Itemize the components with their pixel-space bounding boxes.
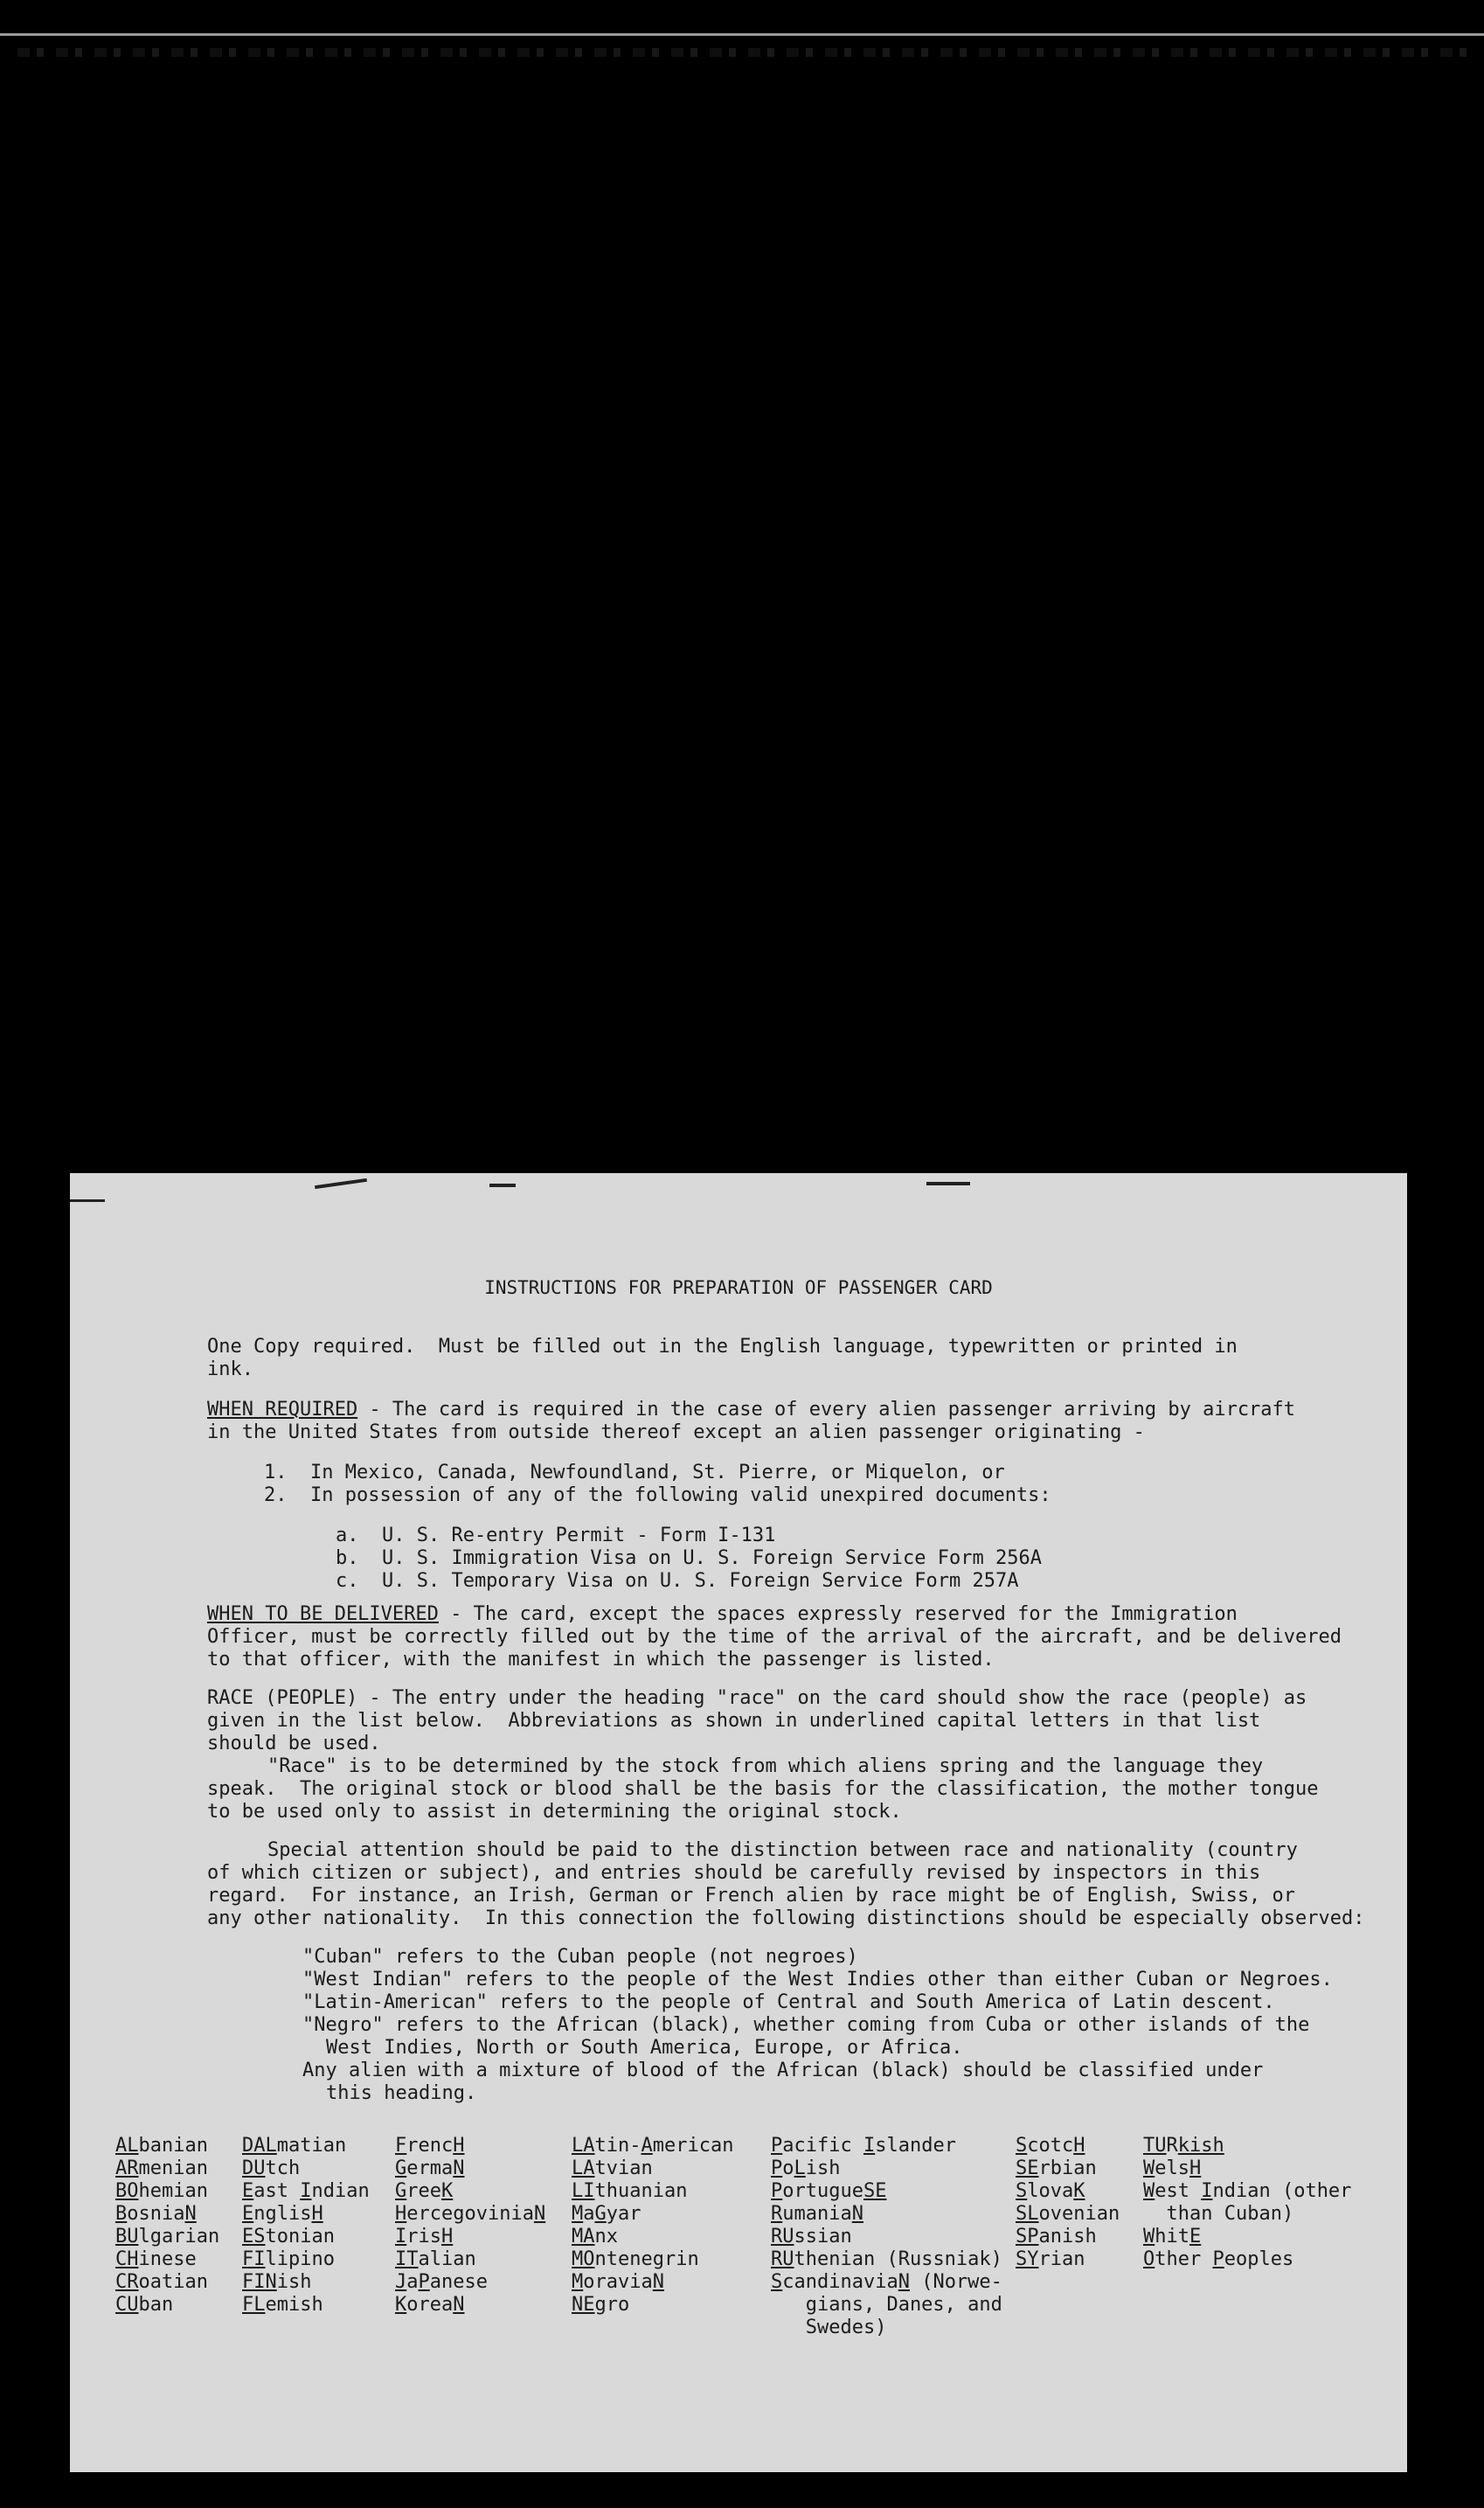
race-list-item: LAtin-American [572, 2135, 734, 2157]
race-list-item: CRoatian [115, 2271, 208, 2293]
race-list-item: RumaniaN [771, 2203, 863, 2225]
race-list-item: GreeK [395, 2180, 454, 2202]
race-list-item: JaPanese [395, 2271, 488, 2293]
delivered-line-3: to that officer, with the manifest in which the passenger is listed. [207, 1649, 995, 1671]
race-line-4: "Race" is to be determined by the stock from which aliens spring and the language they [267, 1755, 1264, 1777]
race-list-item: DALmatian [242, 2135, 347, 2157]
race-list-item: FIlipino [242, 2248, 335, 2270]
race-list-item: WelsH [1143, 2157, 1202, 2179]
race-list-item: CUban [115, 2294, 174, 2316]
ink-mark [489, 1184, 516, 1187]
definition-latin-american: "Latin-American" refers to the people of Central and South America of Latin descent. [302, 1991, 1275, 2013]
race-line-2: given in the list below. Abbreviations as shown in underlined capital letters in that list [207, 1710, 1261, 1732]
delivered-text: - The card, except the spaces expressly reserved for the Immigration [438, 1603, 1238, 1625]
definition-negro-cont: West Indies, North or South America, Europe, or Africa. [326, 2037, 963, 2059]
race-list-item: ScandinaviaN (Norwe- [771, 2271, 1002, 2293]
race-list-item: ARmenian [115, 2157, 208, 2179]
race-list-item: BUlgarian [115, 2226, 220, 2247]
race-line-1: RACE (PEOPLE) - The entry under the heading "race" on the card should show the race (people) as [207, 1687, 1307, 1709]
race-list-item: LIthuanian [572, 2180, 688, 2202]
ink-mark [315, 1178, 367, 1189]
race-list-item: CHinese [115, 2248, 197, 2270]
race-list-item: BosniaN [115, 2203, 197, 2225]
race-list-item: HercegoviniaN [395, 2203, 546, 2225]
race-list-item: PoLish [771, 2157, 841, 2179]
ink-mark [926, 1182, 970, 1185]
race-list-item: East Indian [242, 2180, 370, 2202]
document-c: c. U. S. Temporary Visa on U. S. Foreign Service Form 257A [336, 1570, 1019, 1592]
condition-1: 1. In Mexico, Canada, Newfoundland, St. Pierre, or Miquelon, or [264, 1462, 1005, 1483]
race-list-item: FLemish [242, 2294, 323, 2316]
race-list-item: Pacific Islander [771, 2135, 956, 2157]
race-list-item: PortugueSE [771, 2180, 887, 2202]
when-required-line-2: in the United States from outside thereof except an alien passenger originating - [207, 1421, 1145, 1443]
document-b: b. U. S. Immigration Visa on U. S. Foreign Service Form 256A [336, 1547, 1042, 1569]
race-list-item: FINish [242, 2271, 312, 2293]
ink-mark [70, 1199, 105, 1202]
race-list-item: RUssian [771, 2226, 852, 2247]
when-required-label: WHEN REQUIRED [207, 1399, 358, 1421]
race-list-item: RUthenian (Russniak) [771, 2248, 1002, 2270]
race-line-5: speak. The original stock or blood shall be the basis for the classification, the mother tongue [207, 1778, 1319, 1800]
race-list-item: TURkish [1143, 2135, 1224, 2157]
special-line-1: Special attention should be paid to the distinction between race and nationality (country [267, 1839, 1298, 1861]
race-list-item: MAnx [572, 2226, 618, 2247]
race-line-3: should be used. [207, 1733, 381, 1754]
definition-cuban: "Cuban" refers to the Cuban people (not negroes) [302, 1946, 858, 1968]
delivered-label: WHEN TO BE DELIVERED [207, 1603, 439, 1625]
race-list-item: than Cuban) [1143, 2203, 1294, 2225]
race-line-6: to be used only to assist in determining the original stock. [207, 1801, 902, 1823]
race-list-item: SErbian [1016, 2157, 1097, 2179]
race-list-item: ScotcH [1016, 2135, 1085, 2157]
special-line-2: of which citizen or subject), and entries should be carefully revised by inspectors in this [207, 1862, 1261, 1884]
delivered-line-2: Officer, must be correctly filled out by the time of the arrival of the aircraft, and be delivered [207, 1626, 1342, 1648]
race-list-item: EStonian [242, 2226, 335, 2247]
race-list-item: SLovenian [1016, 2203, 1120, 2225]
race-list-item: IrisH [395, 2226, 454, 2247]
definition-negro: "Negro" refers to the African (black), whether coming from Cuba or other islands of the [302, 2014, 1310, 2036]
race-list-item: FrencH [395, 2135, 465, 2157]
race-list-item: MoraviaN [572, 2271, 664, 2293]
condition-2: 2. In possession of any of the following valid unexpired documents: [264, 1484, 1051, 1506]
race-list-item: ALbanian [115, 2135, 208, 2157]
race-list-item: LAtvian [572, 2157, 653, 2179]
definition-mixture: Any alien with a mixture of blood of the African (black) should be classified under [302, 2060, 1264, 2081]
copy-line-1: One Copy required. Must be filled out in the English language, typewritten or printed in [207, 1336, 1238, 1358]
definition-west-indian: "West Indian" refers to the people of the West Indies other than either Cuban or Negroes. [302, 1969, 1333, 1990]
race-list-item: SlovaK [1016, 2180, 1085, 2202]
instruction-card [70, 1173, 1407, 2472]
race-list-item: MaGyar [572, 2203, 641, 2225]
race-list-item: West Indian (other [1143, 2180, 1352, 2202]
copy-line-2: ink. [207, 1358, 253, 1380]
scan-noise-strip [17, 48, 1468, 57]
race-list-item: gians, Danes, and [771, 2294, 1002, 2316]
special-line-4: any other nationality. In this connection the following distinctions should be especially observed: [207, 1907, 1365, 1929]
race-list-item: EnglisH [242, 2203, 323, 2225]
race-list-item: ITalian [395, 2248, 476, 2270]
page-title: INSTRUCTIONS FOR PREPARATION OF PASSENGER CARD [484, 1277, 993, 1298]
race-list-item: GermaN [395, 2157, 465, 2179]
race-list-item: Other Peoples [1143, 2248, 1294, 2270]
race-list-item: DUtch [242, 2157, 301, 2179]
race-list-item: KoreaN [395, 2294, 465, 2316]
special-line-3: regard. For instance, an Irish, German or French alien by race might be of English, Swiss, or [207, 1885, 1296, 1907]
document-a: a. U. S. Re-entry Permit - Form I-131 [336, 1525, 776, 1546]
definition-mixture-cont: this heading. [326, 2082, 477, 2104]
race-list-item: MOntenegrin [572, 2248, 699, 2270]
race-list-item: WhitE [1143, 2226, 1202, 2247]
race-list-item: Swedes) [771, 2317, 887, 2338]
race-list-item: BOhemian [115, 2180, 208, 2202]
race-list-item: SPanish [1016, 2226, 1097, 2247]
top-border-line [0, 33, 1484, 36]
race-list-item: NEgro [572, 2294, 630, 2316]
when-required-text: - The card is required in the case of every alien passenger arriving by aircraft [357, 1399, 1296, 1421]
race-list-item: SYrian [1016, 2248, 1085, 2270]
